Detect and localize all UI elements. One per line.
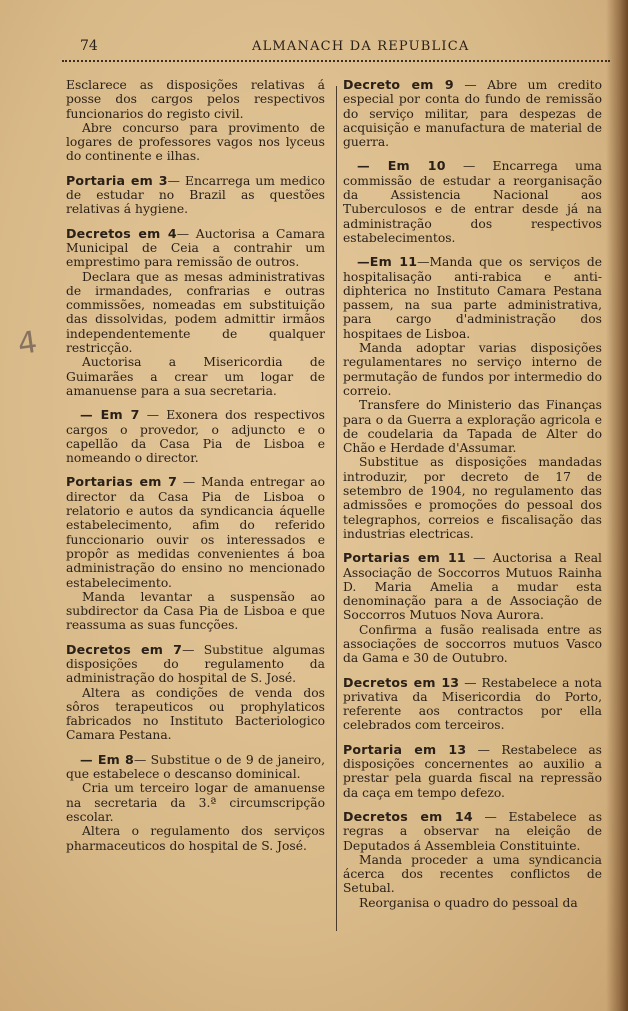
left-column: [66, 78, 325, 863]
decree-text: — Manda entregar ao director da Casa Pia de Lisboa o relatorio e autos da syndicancia áquelle estabelecimento, afim do referido funccionario ouvir os interessados e propôr as medidas convenientes á boa administração do ensino no mencionado estabelecimento.: [66, 475, 325, 590]
right-column: [343, 78, 602, 920]
decree-text: — Restabelece as disposições concernentes ao auxilio a prestar pela guarda fiscal na repressão da caça em tempo defezo.: [343, 742, 602, 800]
decree-text: Altera o regulamento dos serviços pharmaceuticos do hospital de S. José.: [66, 824, 325, 853]
book-spine-shadow: [606, 0, 628, 1011]
pencil-margin-note: 4: [15, 324, 40, 363]
decree-text: — Estabelece as regras a observar na eleição de Deputados á Assembleia Constituinte.: [343, 809, 603, 853]
decree-text: — Abre um credito especial por conta do fundo de remissão do serviço militar, para despezas de acquisição e manufactura de material de guerra.: [343, 78, 602, 150]
decree-entry: [66, 174, 325, 217]
decree-date-heading: — Em 7: [80, 407, 140, 423]
decree-date-heading: Decretos em 13: [343, 674, 460, 690]
decree-paragraph: [66, 643, 325, 686]
decree-paragraph: [66, 227, 325, 270]
decree-text: — Encarrega um medico de estudar no Brazil as questões relativas á hygiene.: [66, 173, 325, 217]
decree-paragraph: [66, 270, 325, 356]
decree-text: Abre concurso para provimento de logares de professores vagos nos lyceus do continente e ilhas.: [66, 120, 325, 164]
decree-paragraph: [66, 78, 325, 121]
decree-paragraph: [66, 781, 325, 824]
decree-date-heading: Portarias em 11: [343, 550, 466, 566]
decree-date-heading: Portarias em 7: [66, 474, 178, 490]
decree-date-heading: Portaria em 3: [66, 172, 168, 188]
decree-paragraph: [343, 676, 602, 733]
decree-paragraph: [343, 743, 602, 800]
decree-entry: [66, 643, 325, 743]
decree-text: Auctorisa a Misericordia de Guimarães a crear um logar de amanuense para a sua secretaria.: [66, 355, 325, 398]
decree-date-heading: —Em 11: [357, 254, 418, 270]
decree-paragraph: [66, 753, 325, 782]
decree-text: — Substitue o de 9 de janeiro, que estabelece o descanso dominical.: [66, 752, 325, 782]
decree-date-heading: — Em 8: [80, 751, 134, 767]
decree-text: Esclarece as disposições relativas á posse dos cargos pelos respectivos funcionarios do registo civil.: [66, 78, 325, 121]
decree-paragraph: [66, 824, 325, 853]
decree-paragraph: [343, 810, 602, 853]
decree-paragraph: [66, 121, 325, 164]
decree-entry: [66, 753, 325, 853]
decree-date-heading: Portaria em 13: [343, 741, 467, 757]
decree-entry: [343, 159, 602, 245]
decree-text: Transfere do Ministerio das Finanças para o da Guerra a exploração agricola e de coudelaria da Tapada de Alter do Chão e Herdade d'Assumar.: [343, 398, 602, 456]
decree-paragraph: [343, 551, 602, 622]
decree-paragraph: [66, 475, 325, 589]
page-header: [80, 38, 610, 56]
running-title: ALMANACH DA REPUBLICA: [252, 39, 470, 54]
decree-text: — Auctorisa a Real Associação de Soccorros Mutuos Rainha D. Maria Amelia a mudar esta denominação para a de Associação de Soccorros Mutuos Nova Aurora.: [343, 551, 602, 623]
decree-paragraph: [343, 398, 602, 455]
decree-paragraph: [343, 255, 602, 341]
decree-date-heading: — Em 10: [357, 158, 446, 174]
decree-text: — Exonera dos respectivos cargos o provedor, o adjuncto e o capellão da Casa Pia de Lisboa e nomeando o director.: [66, 408, 325, 466]
decree-paragraph: [343, 623, 602, 666]
page-number: 74: [80, 38, 98, 54]
decree-paragraph: [343, 341, 602, 398]
decree-entry: [66, 78, 325, 164]
decree-paragraph: [343, 455, 602, 541]
decree-text: Altera as condições de venda dos sôros terapeuticos ou prophylaticos fabricados no Instituto Bacteriologico Camara Pestana.: [66, 685, 325, 743]
decree-date-heading: Decreto em 9: [343, 77, 454, 92]
decree-paragraph: [343, 78, 602, 149]
decree-text: Declara que as mesas administrativas de irmandades, confrarias e outras commissões, nomeadas em substituição das dissolvidas, podem admittir irmãos independentemente de qualquer restricção.: [66, 269, 325, 356]
decree-text: — Substitue algumas disposições do regulamento da administração do hospital de S. José.: [66, 642, 325, 686]
header-rule: [62, 60, 610, 62]
decree-entry: [66, 408, 325, 465]
decree-date-heading: Decretos em 14: [343, 808, 473, 824]
decree-text: Cria um terceiro logar de amanuense na secretaria da 3.ª circumscripção escolar.: [66, 781, 325, 824]
decree-paragraph: [66, 686, 325, 743]
decree-text: Substitue as disposições mandadas introduzir, por decreto de 17 de setembro de 1904, no regulamento das admissões e promoções do pessoal dos telegraphos, correios e fiscalisação das industrias electricas.: [343, 455, 602, 541]
decree-text: — Auctorisa a Camara Municipal de Ceia a contrahir um emprestimo para remissão de outros.: [66, 226, 325, 270]
decree-paragraph: [343, 853, 602, 896]
decree-entry: [343, 810, 602, 910]
decree-text: —Manda que os serviços de hospitalisação anti-rabica e anti-diphterica no Instituto Camara Pestana passem, na sua parte administrativa, para cargo d'administração dos hospitaes de Lisboa.: [343, 255, 602, 341]
decree-text: — Encarrega uma commissão de estudar a reorganisação da Assistencia Nacional aos Tuberculosos e de entrar desde já na administração dos respectivos estabelecimentos.: [343, 159, 603, 245]
decree-entry: [66, 227, 325, 399]
decree-text: Manda levantar a suspensão ao subdirector da Casa Pia de Lisboa e que reassuma as suas funcções.: [66, 589, 325, 633]
decree-entry: [343, 676, 602, 733]
decree-entry: [343, 743, 602, 800]
decree-entry: [343, 551, 602, 665]
decree-date-heading: Decretos em 4: [66, 225, 177, 241]
decree-paragraph: [66, 355, 325, 398]
decree-paragraph: [66, 590, 325, 633]
decree-paragraph: [66, 408, 325, 465]
decree-paragraph: [343, 896, 602, 910]
decree-text: — Restabelece a nota privativa da Misericordia do Porto, referente aos contractos por ella celebrados com terceiros.: [343, 675, 602, 733]
decree-paragraph: [66, 174, 325, 217]
decree-date-heading: Decretos em 7: [66, 641, 183, 657]
decree-entry: [343, 78, 602, 149]
column-divider: [336, 86, 337, 931]
decree-text: Manda proceder a uma syndicancia ácerca dos recentes conflictos de Setubal.: [343, 852, 602, 896]
decree-text: Manda adoptar varias disposições regulamentares no serviço interno de permutação de fundos por intermedio do correio.: [343, 341, 602, 398]
decree-paragraph: [343, 159, 602, 245]
decree-text: Confirma a fusão realisada entre as associações de soccorros mutuos Vasco da Gama e 30 de Outubro.: [343, 622, 602, 666]
decree-entry: [66, 475, 325, 632]
decree-entry: [343, 255, 602, 541]
decree-text: Reorganisa o quadro do pessoal da: [359, 895, 578, 910]
